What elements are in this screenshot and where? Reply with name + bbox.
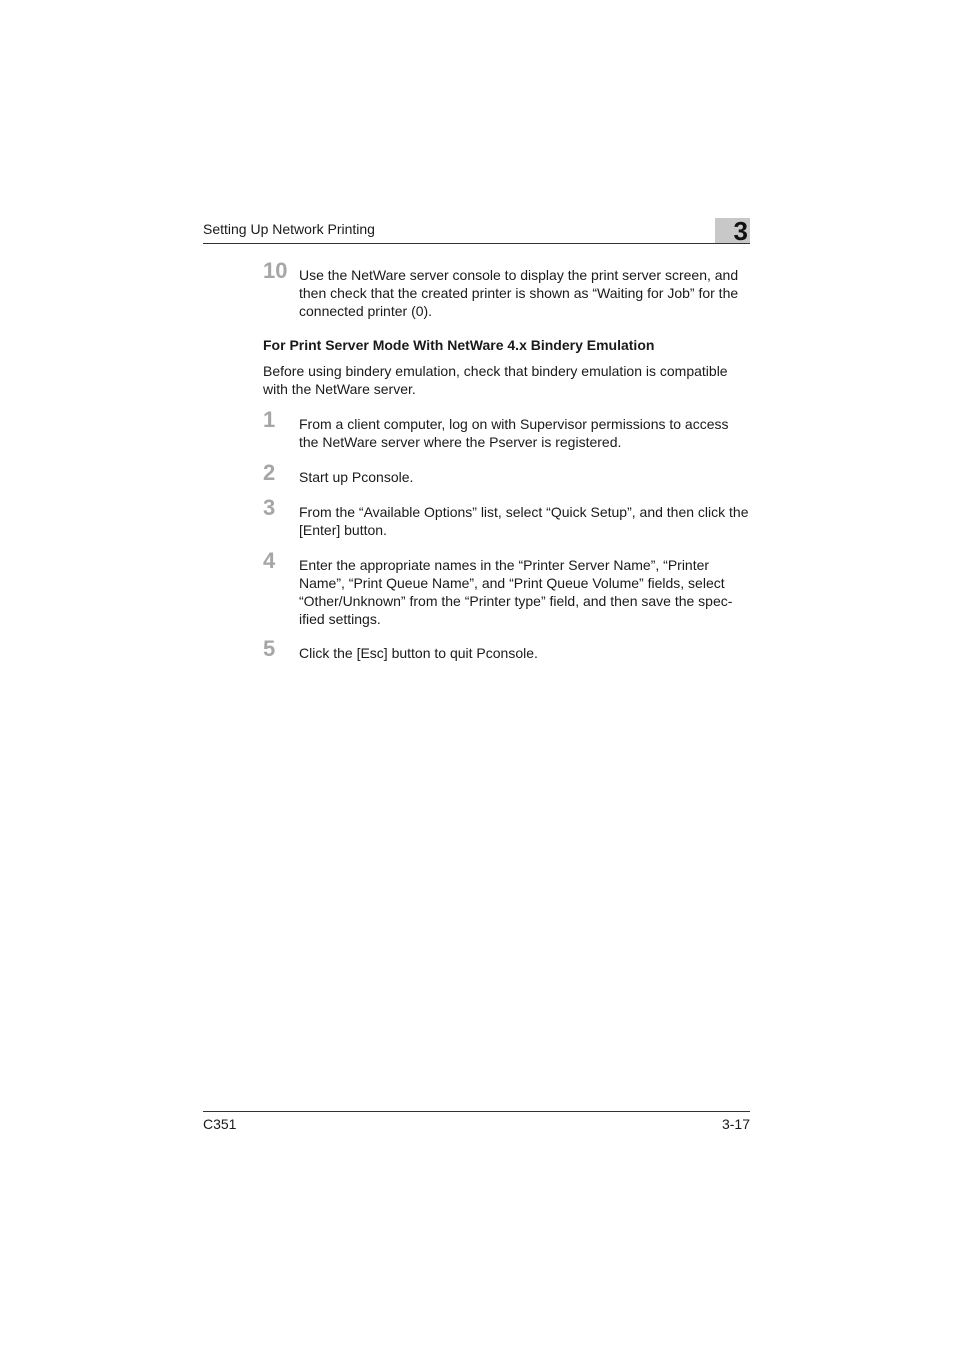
page-footer: [203, 1111, 750, 1134]
section-heading: For Print Server Mode With NetWare 4.x Bindery Emulation: [263, 337, 655, 353]
step-text: Click the [Esc] button to quit Pconsole.: [299, 645, 538, 661]
step-number: 2: [263, 460, 276, 485]
step-number: 4: [263, 548, 276, 573]
step-text: From the “Available Options” list, select “Quick Setup”, and then click the [Enter] button.: [299, 504, 749, 538]
footer-page-number: 3-17: [721, 1116, 750, 1132]
section-intro: Before using bindery emulation, check that bindery emulation is compatible with the NetWare server.: [263, 363, 728, 397]
step-number: 1: [263, 407, 276, 432]
step-text: From a client computer, log on with Supervisor permissions to access the NetWare server where the Pserver is registered.: [299, 416, 729, 450]
step-number: 10: [263, 258, 288, 283]
chapter-tab: [715, 216, 750, 246]
chapter-number: 3: [733, 216, 748, 246]
step-text: Start up Pconsole.: [299, 469, 414, 485]
step-number: 5: [263, 636, 276, 661]
footer-model: C351: [203, 1116, 237, 1132]
page-header: [203, 218, 750, 244]
step-text: Use the NetWare server console to display the print server screen, and then check that the created printer is shown as “Waiting for Job” for the connected printer (0).: [299, 267, 739, 319]
step-number: 3: [263, 495, 276, 520]
running-header-title: Setting Up Network Printing: [203, 221, 375, 237]
step-text: Enter the appropriate names in the “Printer Server Name”, “Printer Name”, “Print Queue Name”, and “Print Queue Volume” fields, select “Other/Unknown” from the “Printer type” field, and then save the spec- ified settings.: [299, 557, 733, 627]
